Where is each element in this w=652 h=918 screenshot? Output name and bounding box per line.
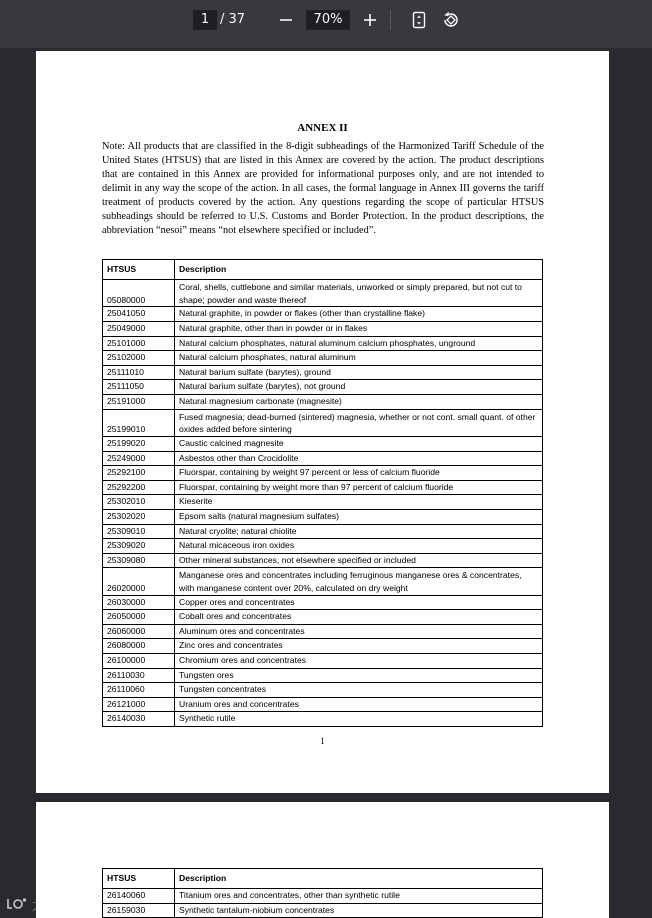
htsus-code-cell: 25249000 (103, 451, 175, 466)
table-row (103, 889, 543, 904)
description-cell: Natural magnesium carbonate (magnesite) (175, 394, 543, 409)
table-row (103, 451, 543, 466)
table-row (103, 321, 543, 336)
description-cell: Natural barium sulfate (barytes), ground (175, 365, 543, 380)
description-cell: Natural micaceous iron oxides (175, 539, 543, 554)
description-cell: Synthetic rutile (175, 712, 543, 727)
htsus-code-cell: 25309080 (103, 553, 175, 568)
table-row (103, 509, 543, 524)
htsus-code-cell: 25292100 (103, 466, 175, 481)
table-row (103, 712, 543, 727)
zoom-out-button[interactable] (274, 8, 298, 32)
description-cell: Zinc ores and concentrates (175, 639, 543, 654)
htsus-code-cell: 26050000 (103, 610, 175, 625)
header-htsus: HTSUS (103, 260, 175, 280)
document-viewer[interactable] (0, 48, 652, 918)
zoom-level-input[interactable]: 70% (306, 10, 350, 30)
description-cell: Fluorspar, containing by weight more than 97 percent of calcium fluoride (175, 480, 543, 495)
htsus-code-cell: 26140060 (103, 889, 175, 904)
htsus-code-cell: 26110030 (103, 668, 175, 683)
htsus-code-cell: 26100000 (103, 654, 175, 669)
table-row (103, 380, 543, 395)
description-cell: Fused magnesia; dead-burned (sintered) magnesia, whether or not cont. small quant. of other oxides added before sintering (175, 409, 543, 436)
table-header-row (103, 260, 543, 280)
htsus-code-cell: 26080000 (103, 639, 175, 654)
description-cell: Natural barium sulfate (barytes), not ground (175, 380, 543, 395)
description-cell: Uranium ores and concentrates (175, 697, 543, 712)
table-row (103, 668, 543, 683)
table-row (103, 365, 543, 380)
table-row (103, 683, 543, 698)
description-cell: Cobalt ores and concentrates (175, 610, 543, 625)
table-row (103, 697, 543, 712)
page-number-footer: 1 (320, 736, 325, 746)
description-cell: Copper ores and concentrates (175, 595, 543, 610)
table-row (103, 568, 543, 595)
htsus-code-cell: 26020000 (103, 568, 175, 595)
watermark-text: 太阳粉喵 (32, 898, 85, 914)
description-cell: Natural calcium phosphates, natural aluminum calcium phosphates, unground (175, 336, 543, 351)
page-number-input[interactable]: 1 (193, 10, 217, 30)
htsus-code-cell: 25309020 (103, 539, 175, 554)
table-row (103, 539, 543, 554)
table-row (103, 280, 543, 307)
page-fit-icon (411, 11, 427, 29)
description-cell: Asbestos other than Crocidolite (175, 451, 543, 466)
header-description: Description (175, 869, 543, 889)
description-cell: Coral, shells, cuttlebone and similar materials, unworked or simply prepared, but not cut to shape; powder and waste thereof (175, 280, 543, 307)
table-row (103, 654, 543, 669)
header-htsus: HTSUS (103, 869, 175, 889)
table-row (103, 639, 543, 654)
htsus-code-cell: 25302020 (103, 509, 175, 524)
rotate-button[interactable] (439, 8, 463, 32)
table-row (103, 495, 543, 510)
table-row (103, 336, 543, 351)
htsus-code-cell: 25302010 (103, 495, 175, 510)
htsus-code-cell: 25199020 (103, 436, 175, 451)
table-row (103, 610, 543, 625)
description-cell: Epsom salts (natural magnesium sulfates) (175, 509, 543, 524)
htsus-code-cell: 26110060 (103, 683, 175, 698)
page-total-label: / 37 (220, 12, 246, 27)
htsus-code-cell: 25199010 (103, 409, 175, 436)
annex-note: Note: All products that are classified in the 8-digit subheadings of the Harmonized Tariff Schedule of the United States (HTSUS) that are listed in this Annex are covered by the action. The product descriptions that are contained in this Annex are provided for informational purposes only, and are not intended to delimit in any way the scope of the action. In all cases, the formal language in Annex III governs the tariff treatment of products covered by the action. Any questions regarding the scope of particular HTSUS subheadings should be referred to U.S. Customs and Border Protection. In the product descriptions, the abbreviation “nesoi” means “not elsewhere specified or included”. (102, 141, 544, 236)
table-row (103, 480, 543, 495)
htsus-table (102, 259, 543, 727)
description-cell: Aluminum ores and concentrates (175, 624, 543, 639)
table-row (103, 466, 543, 481)
table-row (103, 903, 543, 918)
description-cell: Fluorspar, containing by weight 97 percent or less of calcium fluoride (175, 466, 543, 481)
toolbar-separator (390, 10, 391, 30)
description-cell: Chromium ores and concentrates (175, 654, 543, 669)
htsus-code-cell: 26060000 (103, 624, 175, 639)
page-title: ANNEX II (297, 122, 348, 134)
pdf-page-2 (36, 802, 609, 918)
description-cell: Caustic calcined magnesite (175, 436, 543, 451)
table-row (103, 595, 543, 610)
rotate-icon (441, 11, 461, 29)
htsus-code-cell: 25191000 (103, 394, 175, 409)
htsus-code-cell: 26140030 (103, 712, 175, 727)
zoom-in-button[interactable] (358, 8, 382, 32)
description-cell: Natural cryolite; natural chiolite (175, 524, 543, 539)
table-row (103, 524, 543, 539)
watermark-logo-icon (6, 896, 28, 912)
description-cell: Tungsten ores (175, 668, 543, 683)
htsus-code-cell: 26121000 (103, 697, 175, 712)
htsus-code-cell: 26030000 (103, 595, 175, 610)
description-cell: Titanium ores and concentrates, other than synthetic rutile (175, 889, 543, 904)
header-description: Description (175, 260, 543, 280)
minus-icon (279, 13, 293, 27)
table-row (103, 307, 543, 322)
table-row (103, 394, 543, 409)
description-cell: Natural graphite, other than in powder or in flakes (175, 321, 543, 336)
htsus-code-cell: 25101000 (103, 336, 175, 351)
watermark (6, 894, 84, 914)
pdf-toolbar (0, 0, 652, 48)
table-row (103, 553, 543, 568)
description-cell: Natural calcium phosphates, natural aluminum (175, 351, 543, 366)
htsus-code-cell: 25102000 (103, 351, 175, 366)
page-fit-button[interactable] (407, 8, 431, 32)
table-row (103, 624, 543, 639)
htsus-table (102, 868, 543, 918)
description-cell: Kieserite (175, 495, 543, 510)
htsus-code-cell: 25292200 (103, 480, 175, 495)
htsus-code-cell: 26159030 (103, 903, 175, 918)
plus-icon (363, 13, 377, 27)
table-row (103, 436, 543, 451)
htsus-code-cell: 05080000 (103, 280, 175, 307)
description-cell: Synthetic tantalum-niobium concentrates (175, 903, 543, 918)
table-row (103, 409, 543, 436)
description-cell: Other mineral substances, not elsewhere specified or included (175, 553, 543, 568)
table-header-row (103, 869, 543, 889)
pdf-page-1 (36, 51, 609, 793)
htsus-code-cell: 25309010 (103, 524, 175, 539)
htsus-code-cell: 25041050 (103, 307, 175, 322)
htsus-code-cell: 25111050 (103, 380, 175, 395)
description-cell: Natural graphite, in powder or flakes (other than crystalline flake) (175, 307, 543, 322)
description-cell: Manganese ores and concentrates including ferruginous manganese ores & concentrates, with manganese content over 20%, calculated on dry weight (175, 568, 543, 595)
description-cell: Tungsten concentrates (175, 683, 543, 698)
htsus-code-cell: 25049000 (103, 321, 175, 336)
table-row (103, 351, 543, 366)
htsus-code-cell: 25111010 (103, 365, 175, 380)
